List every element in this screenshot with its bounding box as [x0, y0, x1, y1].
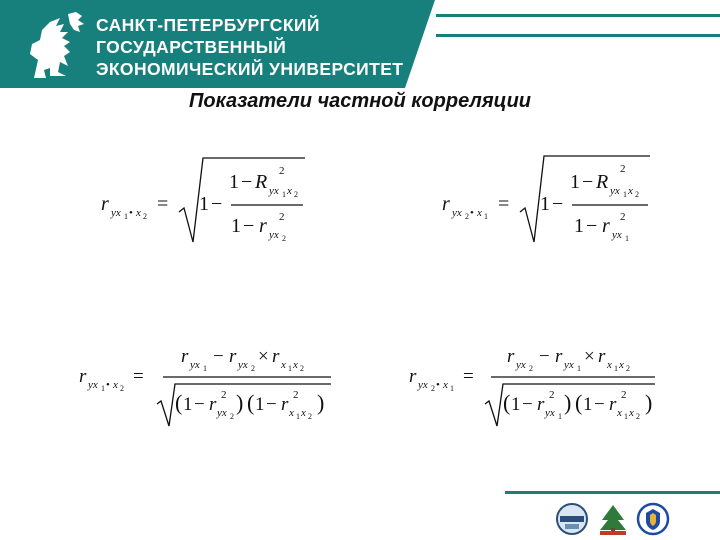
- formula-r-yx1-x2: [95, 150, 325, 250]
- svg-text:): ): [564, 390, 572, 415]
- griffin-logo-icon: [20, 10, 90, 82]
- svg-text:(: (: [175, 390, 183, 415]
- header-stripe: [436, 14, 720, 17]
- svg-text:1: 1: [282, 190, 286, 199]
- svg-text:x: x: [443, 379, 448, 391]
- svg-text:−: −: [213, 346, 224, 367]
- svg-text:2: 2: [279, 165, 285, 177]
- svg-text:•: •: [129, 207, 133, 219]
- emblem-round-icon: [555, 502, 589, 536]
- svg-text:(: (: [575, 390, 583, 415]
- svg-text:): ): [645, 390, 653, 415]
- svg-text:yx: yx: [545, 407, 555, 419]
- svg-text:x: x: [629, 407, 634, 419]
- svg-text:1: 1: [203, 364, 207, 373]
- svg-text:2: 2: [308, 412, 312, 421]
- svg-text:yx: yx: [564, 359, 574, 371]
- svg-text:2: 2: [120, 384, 124, 393]
- svg-text:r: r: [609, 394, 617, 415]
- svg-text:r: r: [229, 346, 237, 367]
- svg-text:2: 2: [230, 412, 234, 421]
- svg-text:2: 2: [251, 364, 255, 373]
- svg-text:2: 2: [620, 163, 626, 175]
- svg-text:2: 2: [529, 364, 533, 373]
- svg-text:yx: yx: [238, 359, 248, 371]
- svg-text:r: r: [259, 215, 267, 237]
- svg-text:2: 2: [636, 412, 640, 421]
- svg-text:1: 1: [558, 412, 562, 421]
- svg-text:=: =: [157, 193, 169, 215]
- svg-text:1: 1: [229, 171, 239, 193]
- svg-text:yx: yx: [88, 379, 98, 391]
- svg-text:1: 1: [570, 171, 580, 193]
- svg-text:2: 2: [300, 364, 304, 373]
- svg-text:−: −: [211, 193, 223, 215]
- svg-text:−: −: [594, 394, 605, 415]
- svg-text:yx: yx: [516, 359, 526, 371]
- svg-text:=: =: [463, 366, 474, 387]
- university-name-line: ГОСУДАРСТВЕННЫЙ: [96, 37, 287, 57]
- svg-text:1: 1: [101, 384, 105, 393]
- svg-text:1: 1: [577, 364, 581, 373]
- svg-text:x: x: [301, 407, 306, 419]
- svg-text:•: •: [436, 379, 440, 391]
- svg-text:1: 1: [450, 384, 454, 393]
- svg-text:x: x: [281, 359, 286, 371]
- header-stripe: [436, 34, 720, 37]
- svg-text:): ): [317, 390, 325, 415]
- svg-text:r: r: [602, 215, 610, 237]
- svg-text:r: r: [272, 346, 280, 367]
- svg-text:x: x: [136, 207, 141, 219]
- slide-title: Показатели частной корреляции: [188, 90, 532, 112]
- university-name-line: САНКТ-ПЕТЕРБУРГСКИЙ: [96, 15, 320, 35]
- svg-text:x: x: [619, 359, 624, 371]
- emblem-tree-icon: [596, 502, 630, 536]
- svg-text:−: −: [241, 171, 253, 193]
- svg-text:1: 1: [574, 215, 584, 237]
- svg-text:x: x: [628, 185, 633, 197]
- svg-text:): ): [236, 390, 244, 415]
- svg-text:1: 1: [614, 364, 618, 373]
- svg-text:r: r: [598, 346, 606, 367]
- svg-text:r: r: [101, 193, 109, 215]
- svg-text:1: 1: [624, 412, 628, 421]
- svg-text:2: 2: [620, 211, 626, 223]
- university-name: [96, 14, 403, 80]
- svg-text:r: r: [209, 394, 217, 415]
- svg-text:x: x: [293, 359, 298, 371]
- svg-text:1: 1: [255, 394, 265, 415]
- svg-text:2: 2: [143, 212, 147, 221]
- svg-text:x: x: [113, 379, 118, 391]
- svg-text:•: •: [106, 379, 110, 391]
- svg-text:×: ×: [258, 346, 269, 367]
- svg-text:2: 2: [221, 389, 227, 401]
- svg-text:−: −: [194, 394, 205, 415]
- svg-text:(: (: [247, 390, 255, 415]
- svg-text:1: 1: [231, 215, 241, 237]
- svg-text:2: 2: [621, 389, 627, 401]
- svg-text:2: 2: [293, 389, 299, 401]
- svg-text:=: =: [498, 193, 510, 215]
- svg-text:r: r: [507, 346, 515, 367]
- svg-text:yx: yx: [610, 185, 620, 197]
- svg-text:2: 2: [635, 190, 639, 199]
- svg-text:1: 1: [124, 212, 128, 221]
- svg-text:r: r: [537, 394, 545, 415]
- svg-text:r: r: [442, 193, 450, 215]
- svg-text:×: ×: [584, 346, 595, 367]
- svg-text:(: (: [503, 390, 511, 415]
- svg-text:1: 1: [183, 394, 193, 415]
- svg-text:yx: yx: [418, 379, 428, 391]
- formula-r-yx1-x2-pairwise: [75, 330, 345, 430]
- svg-text:x: x: [617, 407, 622, 419]
- header-band-tip: [405, 0, 435, 88]
- svg-text:yx: yx: [269, 185, 279, 197]
- svg-text:1: 1: [623, 190, 627, 199]
- svg-text:x: x: [287, 185, 292, 197]
- svg-text:yx: yx: [269, 229, 279, 241]
- svg-text:2: 2: [282, 234, 286, 243]
- svg-text:R: R: [596, 171, 609, 193]
- svg-text:−: −: [539, 346, 550, 367]
- svg-text:−: −: [266, 394, 277, 415]
- svg-text:−: −: [586, 215, 598, 237]
- svg-text:yx: yx: [111, 207, 121, 219]
- svg-text:−: −: [243, 215, 255, 237]
- svg-text:1: 1: [625, 234, 629, 243]
- svg-text:1: 1: [296, 412, 300, 421]
- svg-text:•: •: [470, 207, 474, 219]
- footer-line: [505, 491, 720, 494]
- svg-text:r: r: [555, 346, 563, 367]
- svg-text:2: 2: [626, 364, 630, 373]
- svg-text:2: 2: [431, 384, 435, 393]
- formula-r-yx2-x1: [436, 150, 666, 250]
- svg-text:yx: yx: [452, 207, 462, 219]
- svg-text:x: x: [289, 407, 294, 419]
- svg-text:2: 2: [294, 190, 298, 199]
- svg-text:x: x: [477, 207, 482, 219]
- formula-r-yx2-x1-pairwise: [405, 330, 675, 430]
- svg-text:−: −: [522, 394, 533, 415]
- svg-text:2: 2: [549, 389, 555, 401]
- svg-text:−: −: [582, 171, 594, 193]
- emblem-shield-icon: [636, 502, 670, 536]
- svg-text:−: −: [552, 193, 564, 215]
- university-name-line: ЭКОНОМИЧЕСКИЙ УНИВЕРСИТЕТ: [96, 59, 404, 79]
- svg-text:r: r: [79, 366, 87, 387]
- svg-text:yx: yx: [217, 407, 227, 419]
- svg-text:r: r: [281, 394, 289, 415]
- svg-text:1: 1: [511, 394, 521, 415]
- svg-text:x: x: [607, 359, 612, 371]
- svg-text:2: 2: [465, 212, 469, 221]
- svg-text:2: 2: [279, 211, 285, 223]
- svg-text:r: r: [409, 366, 417, 387]
- svg-text:1: 1: [288, 364, 292, 373]
- svg-text:1: 1: [199, 193, 209, 215]
- svg-text:R: R: [255, 171, 268, 193]
- svg-text:1: 1: [583, 394, 593, 415]
- svg-text:yx: yx: [190, 359, 200, 371]
- svg-text:1: 1: [484, 212, 488, 221]
- svg-text:1: 1: [540, 193, 550, 215]
- svg-text:yx: yx: [612, 229, 622, 241]
- svg-text:=: =: [133, 366, 144, 387]
- svg-text:r: r: [181, 346, 189, 367]
